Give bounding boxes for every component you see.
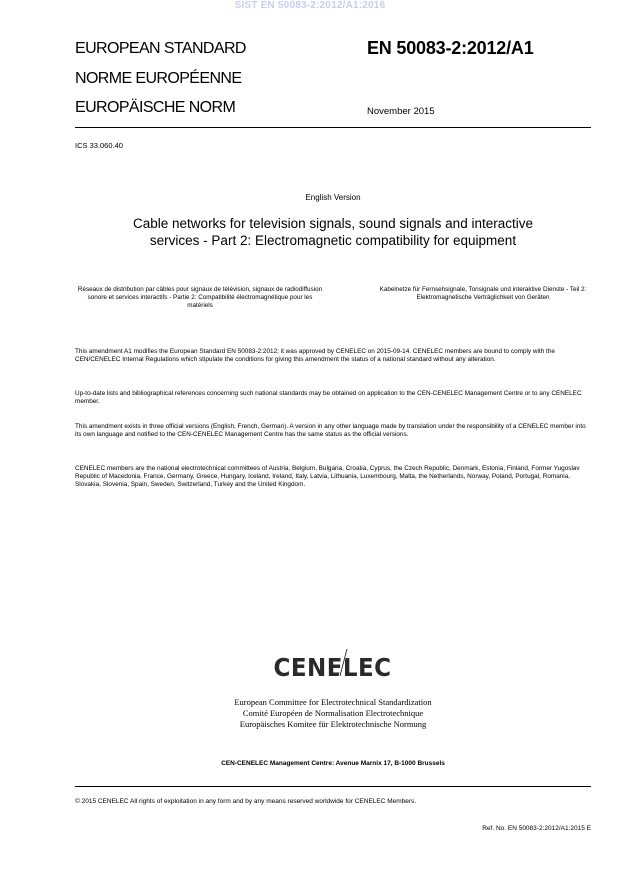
cenelec-logo (200, 643, 466, 683)
standard-type-english: EUROPEAN STANDARD (75, 40, 246, 57)
document-title-german: Kabelnetze für Fernsehsignale, Tonsignale und interaktive Dienste - Teil 2: Elektromagnetische Verträglichkeit von Geräten (379, 286, 587, 301)
reference-number: Ref. No. EN 50083-2:2012/A1:2015 E (482, 825, 591, 832)
organization-name-french: Comité Européen de Normalisation Electrotechnique (242, 708, 424, 718)
paragraph-approval: This amendment A1 modifies the European Standard EN 50083-2:2012; it was approved by CENELEC on 2015-09-14. CENELEC members are bound to comply with the CEN/CENELEC Internal Regulations which stipulate the conditions for giving this amendment the status of a national standard without any alteration. (75, 348, 555, 363)
organization-name-english: European Committee for Electrotechnical Standardization (234, 697, 432, 707)
standard-type-german: EUROPÄISCHE NORM (75, 99, 236, 116)
ics-code: ICS 33.060.40 (75, 141, 123, 150)
paragraph-references: Up-to-date lists and bibliographical references concerning such national standards may be obtained on application to the CEN-CENELEC Management Centre or to any CENELEC member. (75, 390, 582, 405)
cenelec-logo-text: CENELEC (273, 653, 392, 683)
organization-names (0, 697, 620, 730)
version-label: English Version (305, 193, 361, 202)
header-divider (75, 127, 591, 128)
document-title: Cable networks for television signals, sound signals and interactive services - Part 2: Electromagnetic compatibility for equipment (133, 216, 533, 248)
paragraph-members: CENELEC members are the national electrotechnical committees of Austria, Belgium, Bulgaria, Croatia, Cyprus, the Czech Republic, Denmark, Estonia, Finland, Former Yugoslav Republic of Macedonia, France, Germany, Greece, Hungary, Iceland, Ireland, Italy, Latvia, Lithuania, Luxembourg, Malta, the Netherlands, Norway, Poland, Portugal, Romania, Slovakia, Slovenia, Spain, Sweden, Switzerland, Turkey and the United Kingdom. (75, 465, 580, 488)
copyright-notice: © 2015 CENELEC All rights of exploitation in any form and by any means reserved worldwide for CENELEC Members. (75, 798, 417, 805)
publication-date: November 2015 (367, 106, 435, 117)
management-centre-address: CEN-CENELEC Management Centre: Avenue Marnix 17, B-1000 Brussels (221, 760, 445, 767)
cenelec-logo-graphic (200, 643, 466, 683)
organization-name-german: Europäisches Komitee für Elektrotechnische Normung (239, 719, 427, 729)
standard-number: EN 50083-2:2012/A1 (367, 38, 534, 58)
paragraph-versions: This amendment exists in three official versions (English, French, German). A version in any other language made by translation under the responsibility of a CENELEC member into its own language and notified to the CEN-CENELEC Management Centre has the same status as the official versions. (75, 423, 586, 438)
footer-divider (75, 786, 591, 787)
document-title-french: Réseaux de distribution par câbles pour signaux de télévision, signaux de radiodiffusion sonore et services interactifs - Partie 2: Compatibilité électromagnétique pour les matériels (77, 286, 323, 309)
standard-type-french: NORME EUROPÉENNE (75, 70, 242, 87)
document-watermark: SIST EN 50083-2:2012/A1:2016 (234, 0, 386, 11)
